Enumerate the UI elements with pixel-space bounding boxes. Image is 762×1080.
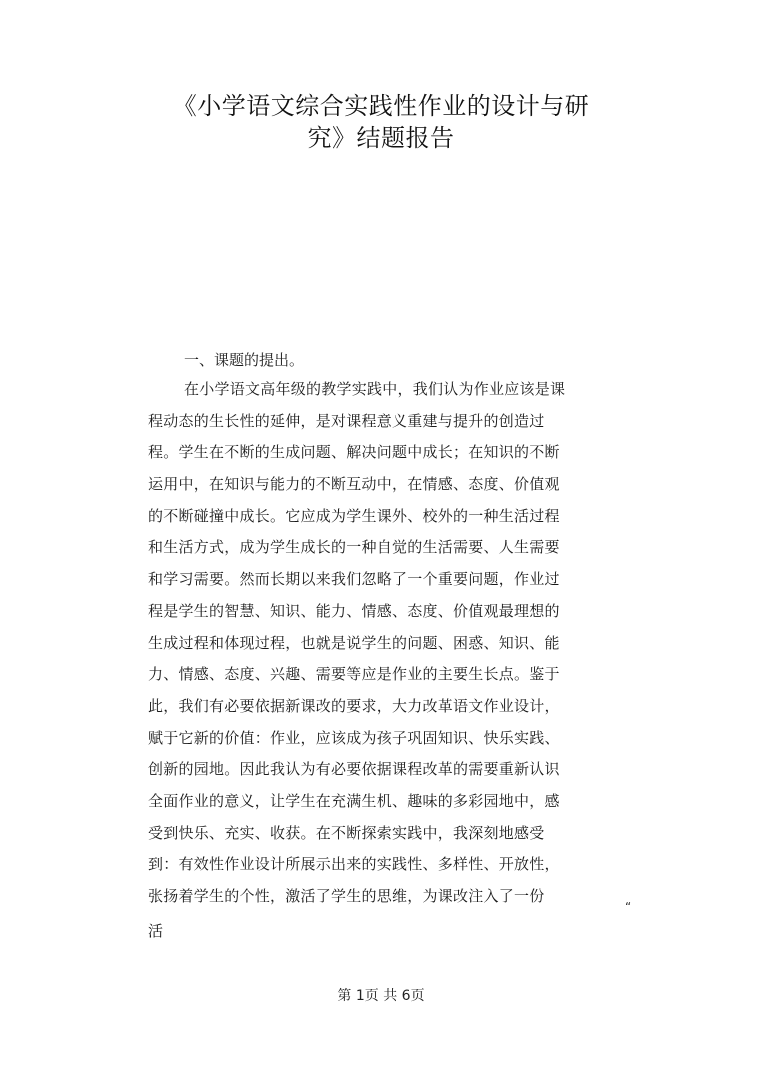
paragraph-line: 程动态的生长性的延伸，是对课程意义重建与提升的创造过 <box>148 411 545 430</box>
page-footer: 第 1页 共 6页 <box>337 988 425 1004</box>
paragraph-line: 到：有效性作业设计所展示出来的实践性、多样性、开放性， <box>148 855 560 874</box>
document-title-line-1: 《小学语文综合实践性作业的设计与研 <box>172 92 590 120</box>
paragraph-line: 受到快乐、充实、收获。在不断探索实践中，我深刻地感受 <box>148 823 545 842</box>
paragraph-line: 此，我们有必要依据新课改的要求，大力改革语文作业设计， <box>148 696 560 715</box>
paragraph-line: 和学习需要。然而长期以来我们忽略了一个重要问题，作业过 <box>148 570 560 589</box>
continued-text: 活 <box>148 922 164 940</box>
paragraph-line: 和生活方式，成为学生成长的一种自觉的生活需要、人生需要 <box>148 538 560 557</box>
paragraph-line: 生成过程和体现过程，也就是说学生的问题、困惑、知识、能 <box>148 633 560 652</box>
paragraph-line: 张扬着学生的个性，激活了学生的思维，为课改注入了一份 <box>148 887 545 905</box>
paragraph-line: 创新的园地。因此我认为有必要依据课程改革的需要重新认识 <box>148 760 560 779</box>
paragraph-line: 全面作业的意义，让学生在充满生机、趣味的多彩园地中，感 <box>148 791 560 810</box>
body-paragraph <box>148 374 598 913</box>
paragraph-line: 赋于它新的价值：作业，应该成为孩子巩固知识、快乐实践、 <box>148 728 560 747</box>
paragraph-line: 运用中，在知识与能力的不断互动中，在情感、态度、价值观 <box>148 475 560 494</box>
paragraph-line: 程是学生的智慧、知识、能力、情感、态度、价值观最理想的 <box>148 601 560 620</box>
document-title-line-2: 究》结题报告 <box>307 124 455 152</box>
paragraph-line: 力、情感、态度、兴趣、需要等应是作业的主要生长点。鉴于 <box>148 665 560 684</box>
paragraph-line: 在小学语文高年级的教学实践中，我们认为作业应该是课 <box>184 380 566 398</box>
quote-mark: “ <box>625 900 632 914</box>
paragraph-line: 的不断碰撞中成长。它应成为学生课外、校外的一种生活过程 <box>148 506 560 525</box>
section-heading: 一、课题的提出。 <box>184 351 305 369</box>
paragraph-line: 程。学生在不断的生成问题、解决问题中成长；在知识的不断 <box>148 443 560 462</box>
